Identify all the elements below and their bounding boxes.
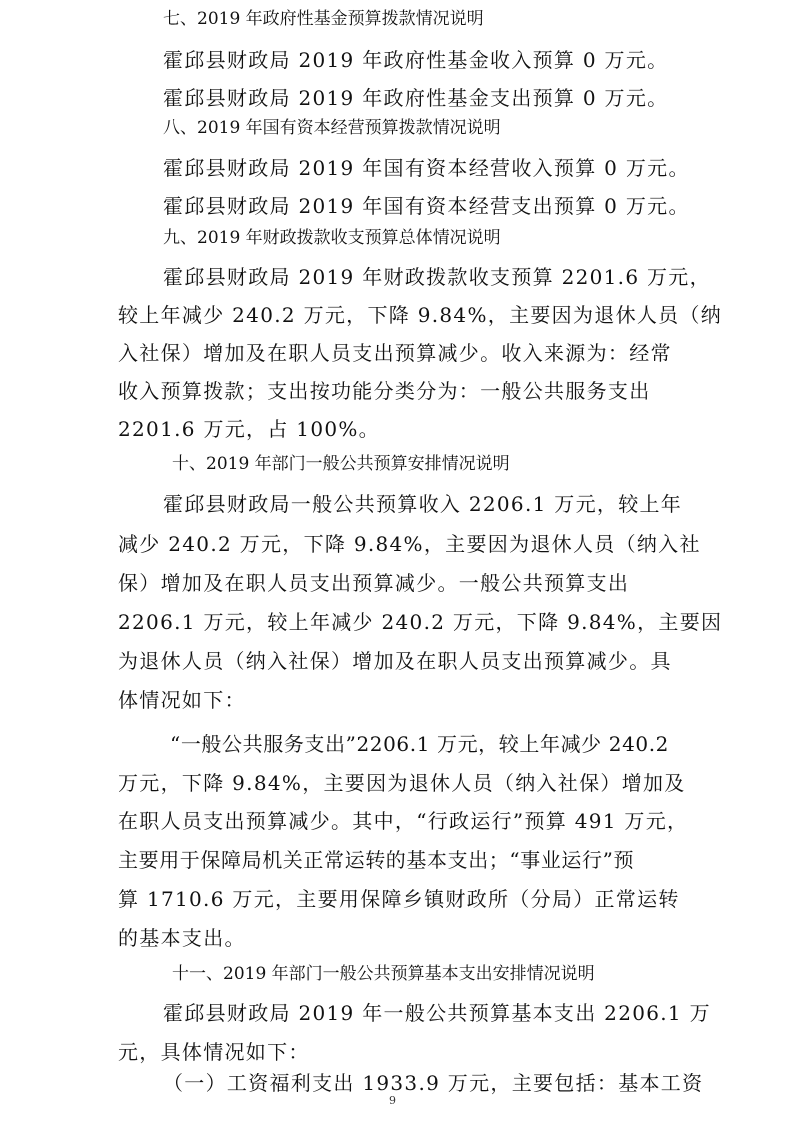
section-heading-8: 八、2019 年国有资本经营预算拨款情况说明 (163, 118, 501, 138)
paragraph-line: 体情况如下： (118, 688, 246, 712)
paragraph-line: 万元，下降 9.84%，主要因为退休人员（纳入社保）增加及 (118, 771, 686, 795)
section-heading-11: 十一、2019 年部门一般公共预算基本支出安排情况说明 (172, 964, 595, 984)
paragraph-line: 主要用于保障局机关正常运转的基本支出；“事业运行”预 (118, 848, 635, 872)
paragraph-line: 保）增加及在职人员支出预算减少。一般公共预算支出 (118, 571, 630, 595)
paragraph-line: 的基本支出。 (118, 926, 246, 950)
section-heading-7: 七、2019 年政府性基金预算拨款情况说明 (163, 9, 484, 29)
paragraph-line: 霍邱县财政局 2019 年国有资本经营收入预算 0 万元。 (163, 156, 690, 180)
paragraph-line: 在职人员支出预算减少。其中，“行政运行”预算 491 万元， (118, 809, 689, 833)
paragraph-line: 霍邱县财政局 2019 年政府性基金收入预算 0 万元。 (163, 48, 669, 72)
paragraph-line: 2206.1 万元，较上年减少 240.2 万元，下降 9.84%，主要因 (118, 610, 723, 634)
section-heading-9: 九、2019 年财政拨款收支预算总体情况说明 (163, 228, 501, 248)
section-heading-10: 十、2019 年部门一般公共预算安排情况说明 (172, 454, 510, 474)
paragraph-line: 减少 240.2 万元，下降 9.84%，主要因为退休人员（纳入社 (118, 532, 701, 556)
paragraph-line: （一）工资福利支出 1933.9 万元，主要包括：基本工资 (163, 1071, 704, 1095)
paragraph-line: 霍邱县财政局 2019 年财政拨款收支预算 2201.6 万元， (163, 265, 711, 289)
paragraph-line: 为退休人员（纳入社保）增加及在职人员支出预算减少。具 (118, 649, 672, 673)
paragraph-line: 收入预算拨款；支出按功能分类分为：一般公共服务支出 (118, 379, 651, 403)
paragraph-line: 元，具体情况如下： (118, 1040, 310, 1064)
paragraph-line: 算 1710.6 万元，主要用保障乡镇财政所（分局）正常运转 (118, 887, 680, 911)
paragraph-line: 2201.6 万元，占 100%。 (118, 417, 380, 441)
paragraph-line: 霍邱县财政局 2019 年政府性基金支出预算 0 万元。 (163, 86, 669, 110)
paragraph-line: 较上年减少 240.2 万元，下降 9.84%，主要因为退休人员（纳 (118, 303, 723, 327)
page-number: 9 (389, 1094, 396, 1107)
paragraph-line: 霍邱县财政局 2019 年国有资本经营支出预算 0 万元。 (163, 194, 690, 218)
paragraph-line: 霍邱县财政局 2019 年一般公共预算基本支出 2206.1 万 (163, 1001, 711, 1025)
paragraph-line: 入社保）增加及在职人员支出预算减少。收入来源为：经常 (118, 341, 672, 365)
paragraph-line: 霍邱县财政局一般公共预算收入 2206.1 万元，较上年 (163, 492, 683, 516)
paragraph-line: “一般公共服务支出”2206.1 万元，较上年减少 240.2 (170, 732, 669, 756)
